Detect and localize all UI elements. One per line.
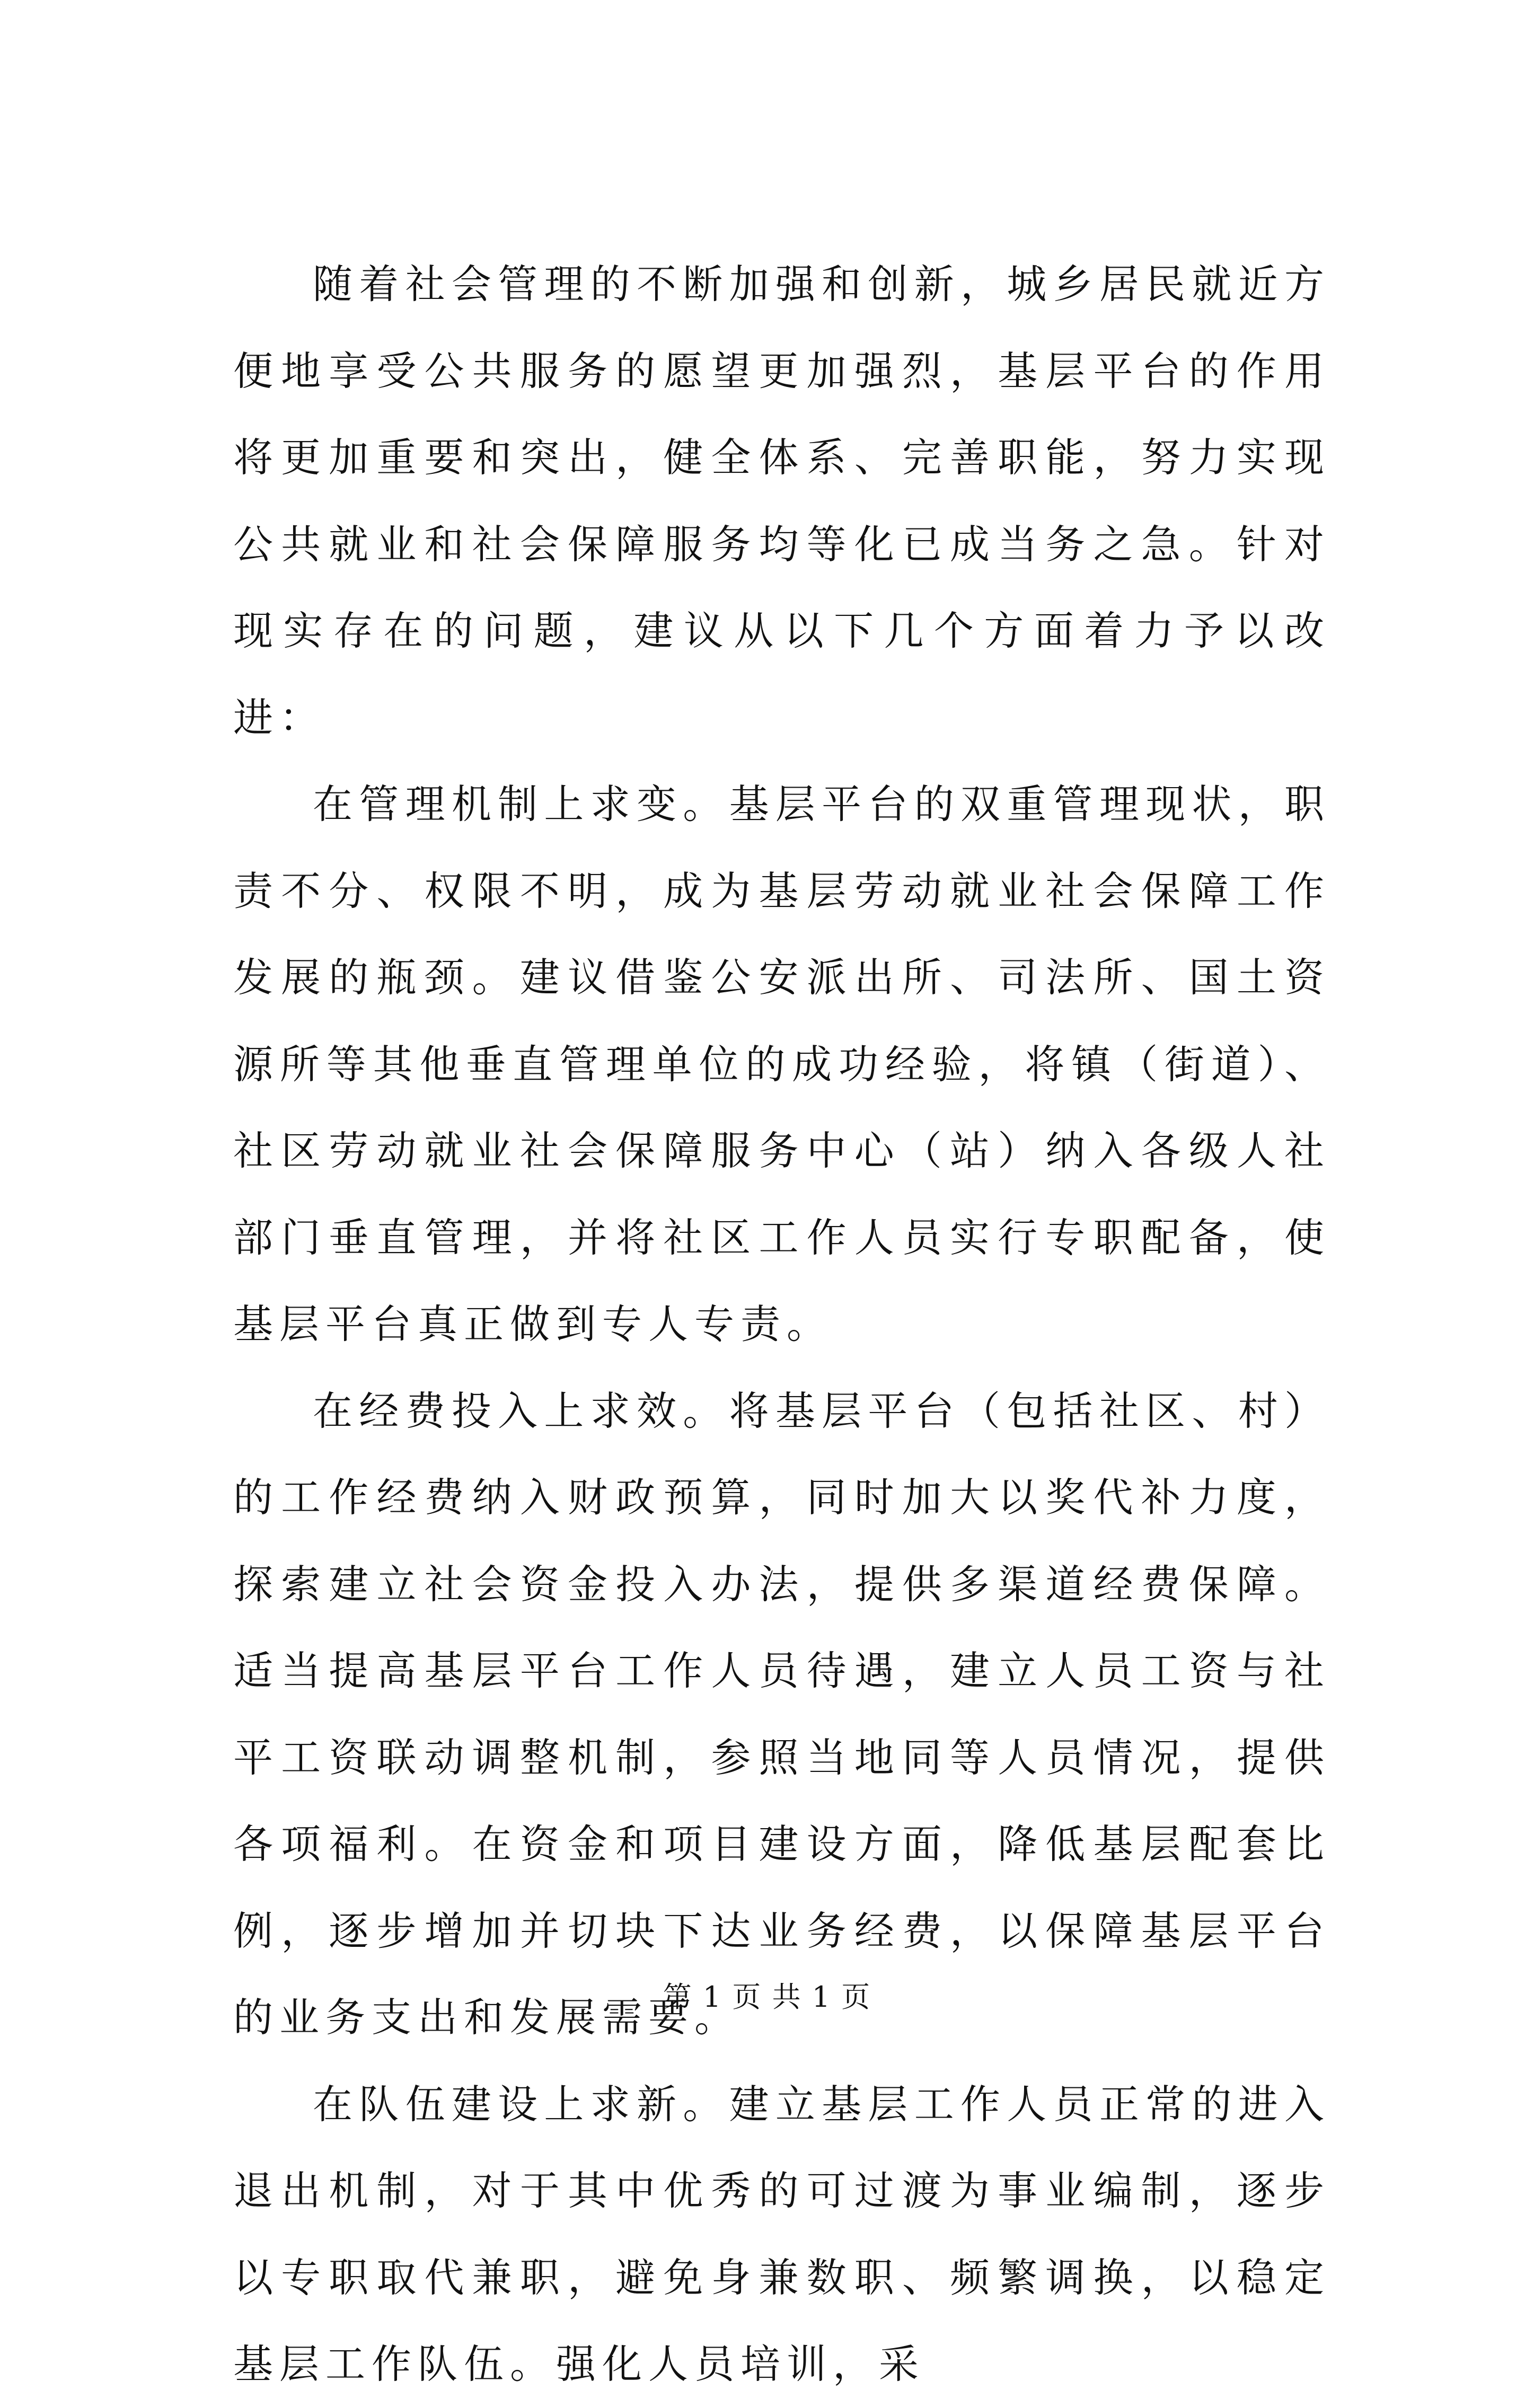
paragraph-management-mechanism: 在管理机制上求变。基层平台的双重管理现状，职责不分、权限不明，成为基层劳动就业社会保障工作发展的瓶颈。建议借鉴公安派出所、司法所、国土资源所等其他垂直管理单位的成功经验，将镇（街道）、社区劳动就业社会保障服务中心（站）纳入各级人社部门垂直管理，并将社区工作人员实行专职配备，使基层平台真正做到专人专责。 — [233, 781, 1330, 1347]
paragraph-intro: 随着社会管理的不断加强和创新，城乡居民就近方便地享受公共服务的愿望更加强烈，基层平台的作用将更加重要和突出，健全体系、完善职能，努力实现公共就业和社会保障服务均等化已成当务之急。针对现实存在的问题，建议从以下几个方面着力予以改进： — [233, 261, 1330, 741]
page-number-footer: 第 1 页 共 1 页 — [663, 1980, 871, 2014]
paragraph-funding-input: 在经费投入上求效。将基层平台（包括社区、村）的工作经费纳入财政预算，同时加大以奖代补力度，探索建立社会资金投入办法，提供多渠道经费保障。适当提高基层平台工作人员待遇，建立人员工资与社平工资联动调整机制，参照当地同等人员情况，提供各项福利。在资金和项目建设方面，降低基层配套比例，逐步增加并切块下达业务经费，以保障基层平台的业务支出和发展需要。 — [233, 1387, 1330, 2041]
document-body — [233, 241, 1330, 2408]
paragraph-team-building: 在队伍建设上求新。建立基层工作人员正常的进入退出机制，对于其中优秀的可过渡为事业编制，逐步以专职取代兼职，避免身兼数职、频繁调换，以稳定基层工作队伍。强化人员培训，采 — [233, 2080, 1330, 2387]
